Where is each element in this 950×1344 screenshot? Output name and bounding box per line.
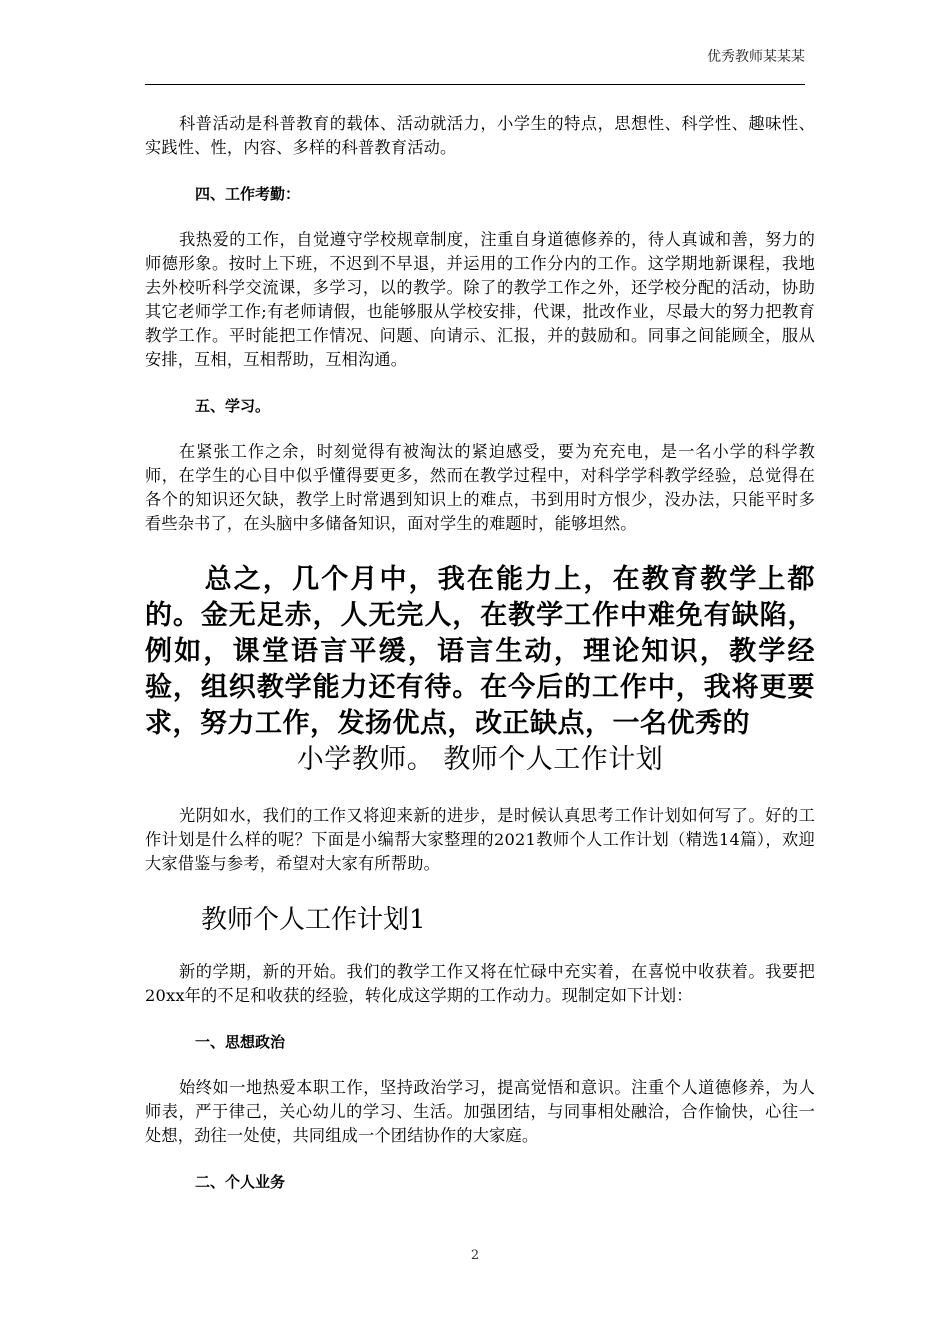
header-rule [145, 84, 805, 85]
page-number: 2 [470, 1248, 480, 1263]
paragraph-science-activities: 科普活动是科普教育的载体、活动就活力，小学生的特点，思想性、科学性、趣味性、实践性、性，内容、多样的科普教育活动。 [145, 114, 815, 157]
summary-large-text: 总之，几个月中，我在能力上，在教育教学上都的。金无足赤，人无完人，在教学工作中难免有缺陷，例如，课堂语言平缓，语言生动，理论知识，教学经验，组织教学能力还有待。在今后的工作中，我将更要求，努力工作，发扬优点，改正缺点，一名优秀的 [145, 564, 815, 739]
paragraph-new-semester: 新的学期，新的开始。我们的教学工作又将在忙碌中充实着，在喜悦中收获着。我要把20xx年的不足和收获的经验，转化成这学期的工作动力。现制定如下计划： [145, 962, 815, 1005]
paragraph-attendance: 我热爱的工作，自觉遵守学校规章制度，注重自身道德修养的，待人真诚和善，努力的师德形象。按时上下班，不迟到不早退，并运用的工作分内的工作。这学期地新课程，我地去外校听科学交流课，多学习，以的教学。除了的教学工作之外，还学校分配的活动，协助其它老师学工作;有老师请假，也能够服从学校安排，代课，批改作业，尽最大的努力把教育教学工作。平时能把工作情况、问题、向请示、汇报，并的鼓励和。同事之间能顾全，服从安排，互相，互相帮助，互相沟通。 [145, 230, 815, 369]
heading-attendance: 四、工作考勤： [195, 185, 301, 203]
summary-large-paragraph [145, 562, 815, 742]
section-title-plan-1: 教师个人工作计划1 [201, 905, 426, 935]
heading-study: 五、学习。 [195, 397, 271, 415]
paragraph-ideology: 始终如一地热爱本职工作，坚持政治学习，提高觉悟和意识。注重个人道德修养，为人师表，严于律己，关心幼儿的学习、生活。加强团结，与同事相处融洽，合作愉快，心往一处想，劲往一处使，共同组成一个团结协作的大家庭。 [145, 1078, 815, 1145]
paragraph-study: 在紧张工作之余，时刻觉得有被淘汰的紧迫感受，要为充充电，是一名小学的科学教师，在学生的心目中似乎懂得要更多，然而在教学过程中，对科学学科教学经验，总觉得在各个的知识还欠缺，教学上时常遇到知识上的难点，书到用时方恨少，没办法，只能平时多看些杂书了，在头脑中多储备知识，面对学生的难题时，能够坦然。 [145, 442, 815, 533]
heading-ideology: 一、思想政治 [195, 1033, 286, 1051]
document-header-title: 优秀教师某某某 [707, 49, 805, 65]
summary-large-centered-line: 小学教师。 教师个人工作计划 [296, 744, 664, 775]
heading-personal-work: 二、个人业务 [195, 1173, 286, 1191]
document-body [145, 112, 815, 1194]
paragraph-intro: 光阴如水，我们的工作又将迎来新的进步，是时候认真思考工作计划如何写了。好的工作计划是什么样的呢？下面是小编帮大家整理的2021教师个人工作计划（精选14篇），欢迎大家借鉴与参考，希望对大家有所帮助。 [145, 806, 815, 873]
